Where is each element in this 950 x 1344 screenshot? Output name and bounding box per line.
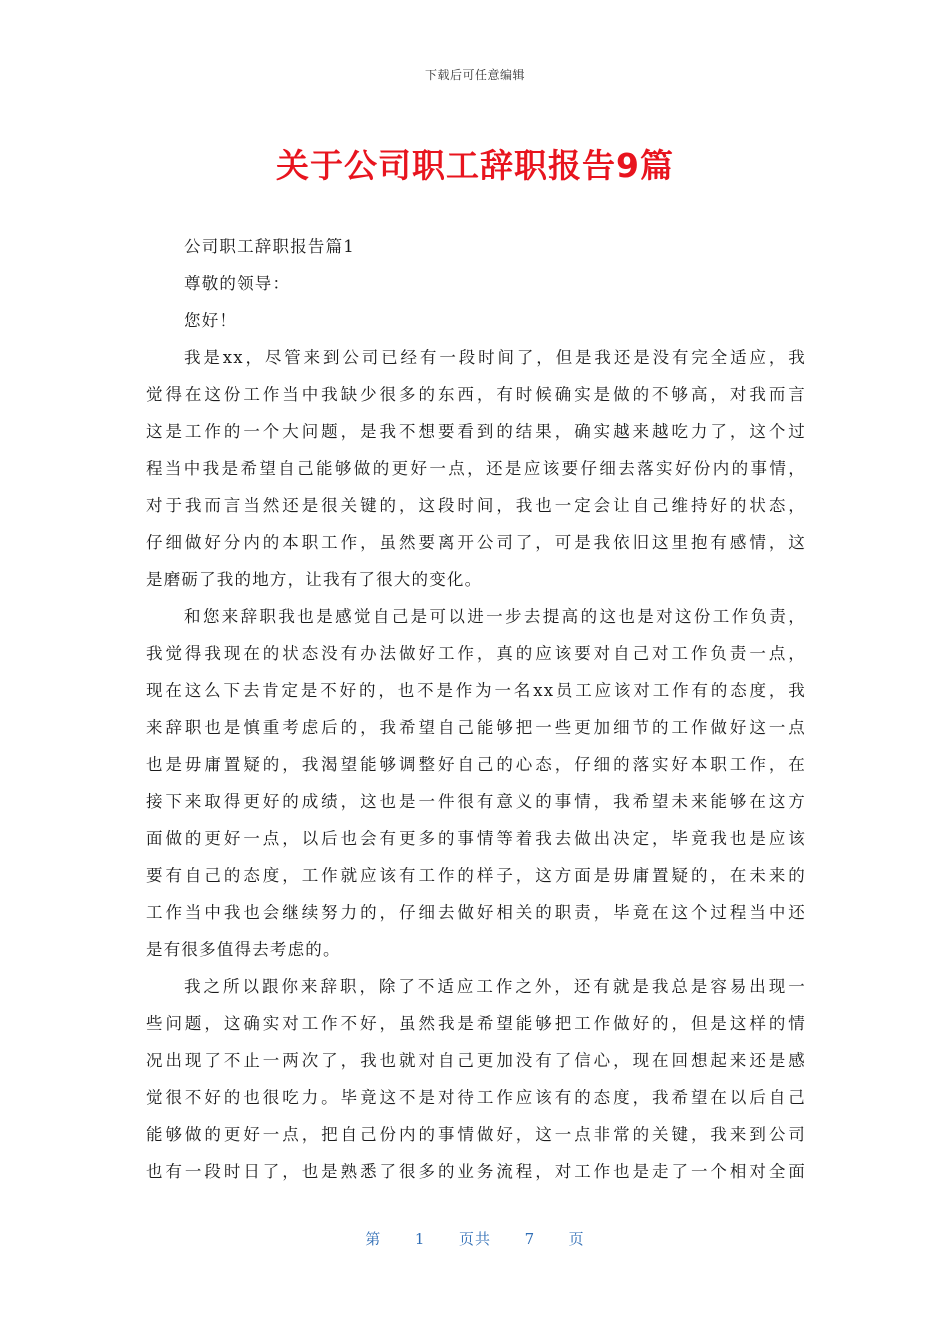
page-footer xyxy=(0,1228,950,1249)
current-page-number: 1 xyxy=(414,1230,426,1248)
paragraph-line: 我之所以跟你来辞职，除了不适应工作之外，还有就是我总是容易出现一 xyxy=(184,977,806,996)
greeting: 您好！ xyxy=(184,311,238,330)
paragraph-line: 要有自己的态度，工作就应该有工作的样子，这方面是毋庸置疑的，在未来的 xyxy=(146,866,806,885)
paragraph-line: 仔细做好分内的本职工作，虽然要离开公司了，可是我依旧这里抱有感情，这 xyxy=(146,533,806,552)
document-title: 关于公司职工辞职报告9篇 xyxy=(276,146,674,185)
paragraph-line: 是有很多值得去考虑的。 xyxy=(146,940,341,959)
page-label-prefix: 第 xyxy=(365,1230,382,1248)
paragraph-line: 对于我而言当然还是很关键的，这段时间，我也一定会让自己维持好的状态， xyxy=(146,496,806,515)
paragraph-line: 些问题，这确实对工作不好，虽然我是希望能够把工作做好的，但是这样的情 xyxy=(146,1014,806,1033)
section-heading: 公司职工辞职报告篇1 xyxy=(184,237,355,256)
paragraph-line: 觉得在这份工作当中我缺少很多的东西，有时候确实是做的不够高，对我而言 xyxy=(146,385,806,404)
paragraph-line: 也有一段时日了，也是熟悉了很多的业务流程，对工作也是走了一个相对全面 xyxy=(146,1162,806,1181)
paragraph-line: 也是毋庸置疑的，我渴望能够调整好自己的心态，仔细的落实好本职工作，在 xyxy=(146,755,806,774)
paragraph-line: 和您来辞职我也是感觉自己是可以进一步去提高的这也是对这份工作负责， xyxy=(184,607,806,626)
paragraph-line: 觉很不好的也很吃力。毕竟这不是对待工作应该有的态度，我希望在以后自己 xyxy=(146,1088,806,1107)
paragraph-line: 工作当中我也会继续努力的，仔细去做好相关的职责，毕竟在这个过程当中还 xyxy=(146,903,806,922)
page-label-mid: 页共 xyxy=(458,1230,491,1248)
paragraph-line: 我觉得我现在的状态没有办法做好工作，真的应该要对自己对工作负责一点， xyxy=(146,644,806,663)
header-note: 下载后可任意编辑 xyxy=(424,68,525,82)
paragraph-line: 现在这么下去肯定是不好的，也不是作为一名xx员工应该对工作有的态度，我 xyxy=(146,681,806,700)
total-pages-number: 7 xyxy=(524,1230,536,1248)
paragraph-line: 面做的更好一点，以后也会有更多的事情等着我去做出决定，毕竟我也是应该 xyxy=(146,829,806,848)
paragraph-line: 接下来取得更好的成绩，这也是一件很有意义的事情，我希望未来能够在这方 xyxy=(146,792,806,811)
paragraph-line: 是磨砺了我的地方，让我有了很大的变化。 xyxy=(146,570,483,589)
page-label-suffix: 页 xyxy=(568,1230,585,1248)
salutation: 尊敬的领导： xyxy=(184,274,291,293)
document-body xyxy=(146,228,806,1190)
paragraph-line: 我是xx，尽管来到公司已经有一段时间了，但是我还是没有完全适应，我 xyxy=(184,348,806,367)
paragraph-line: 况出现了不止一两次了，我也就对自己更加没有了信心，现在回想起来还是感 xyxy=(146,1051,806,1070)
paragraph-line: 这是工作的一个大问题，是我不想要看到的结果，确实越来越吃力了，这个过 xyxy=(146,422,806,441)
paragraph-line: 来辞职也是慎重考虑后的，我希望自己能够把一些更加细节的工作做好这一点 xyxy=(146,718,806,737)
paragraph-line: 能够做的更好一点，把自己份内的事情做好，这一点非常的关键，我来到公司 xyxy=(146,1125,806,1144)
paragraph-line: 程当中我是希望自己能够做的更好一点，还是应该要仔细去落实好份内的事情， xyxy=(146,459,806,478)
